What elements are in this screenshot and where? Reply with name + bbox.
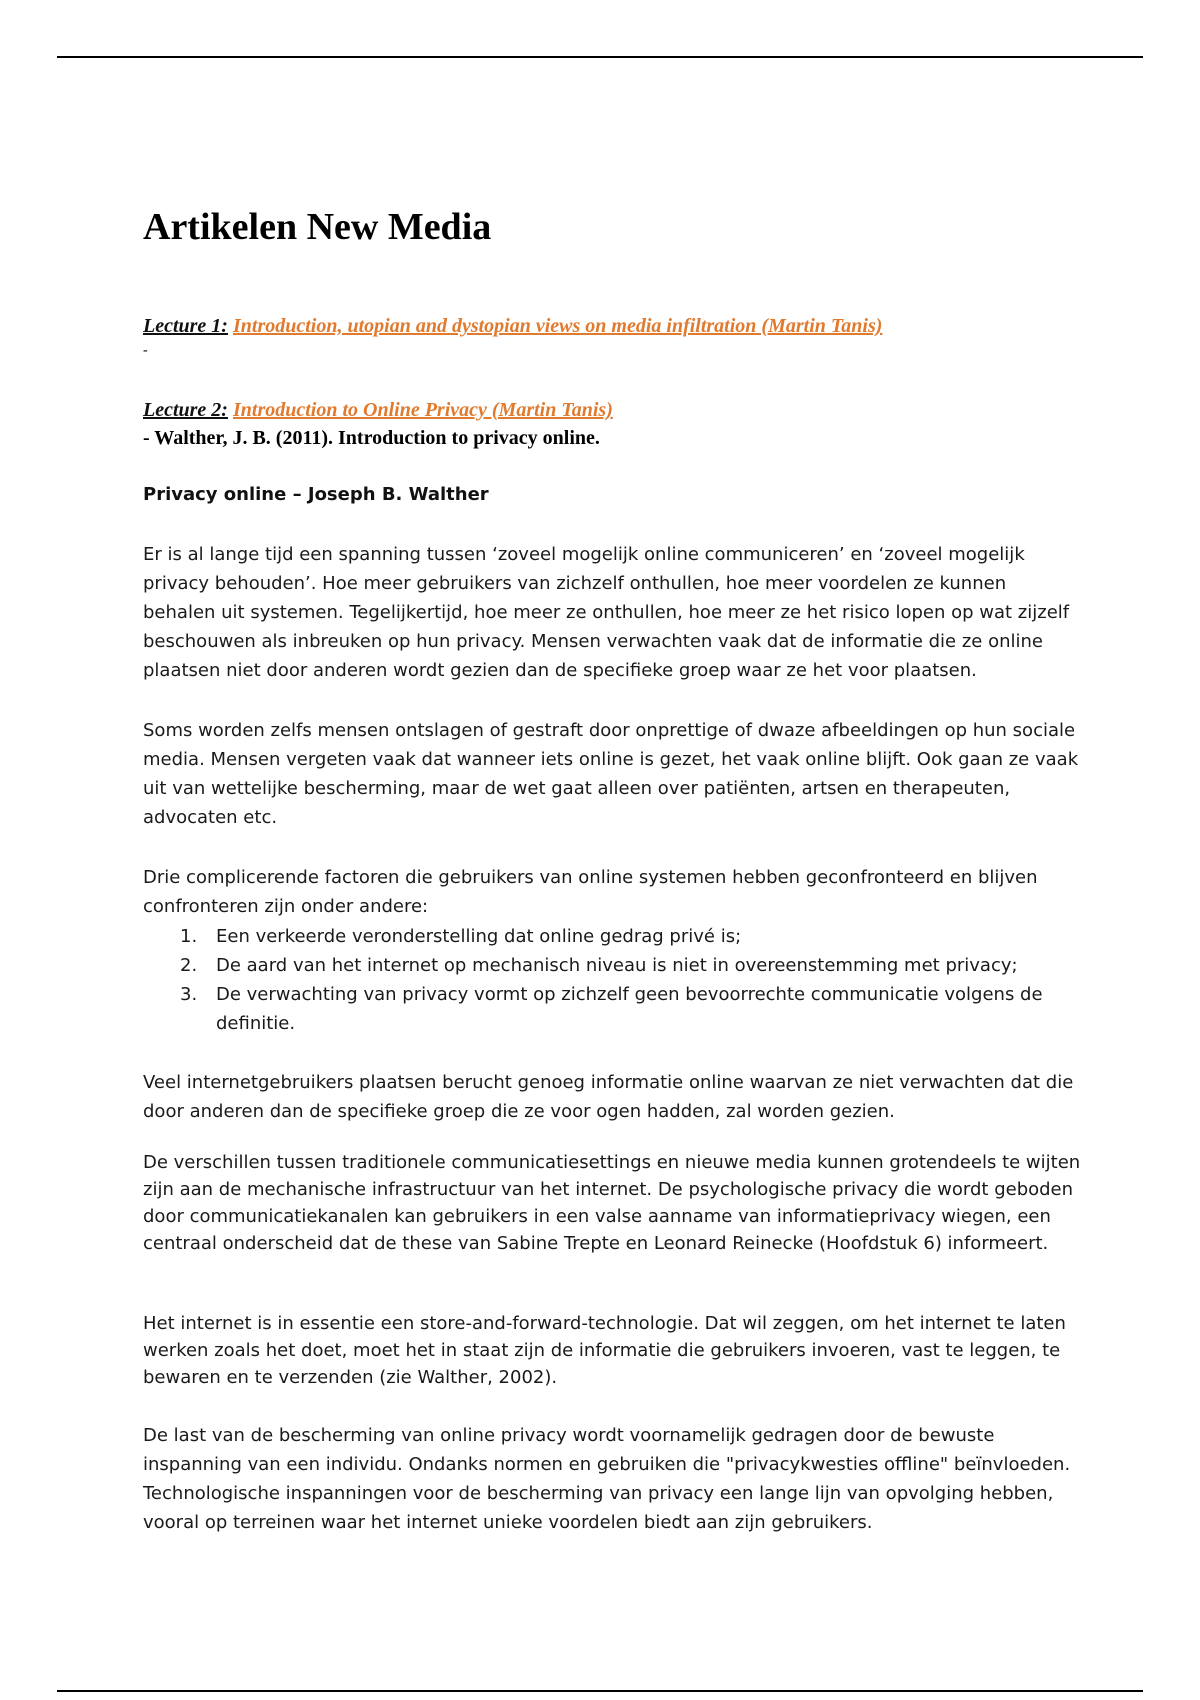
lecture-2-link[interactable]: Introduction to Online Privacy (Martin Tanis) <box>232 399 613 421</box>
paragraph: De last van de bescherming van online privacy wordt voornamelijk gedragen door de bewuste inspanning van een individu. Ondanks normen en gebruiken die "privacykwesties offline" beïnvloeden. Technologische inspanningen voor de bescherming van privacy een lange lijn van opvolging hebben, vooral op terreinen waar het internet unieke voordelen biedt aan zijn gebruikers. <box>143 1425 1071 1533</box>
lecture-2-prefix: Lecture 2: <box>143 399 228 421</box>
paragraph: Het internet is in essentie een store-and-forward-technologie. Dat wil zeggen, om het internet te laten werken zoals het doet, moet het in staat zijn de informatie die gebruikers invoeren, vast te leggen, te bewaren en te verzenden (zie Walther, 2002). <box>143 1313 1066 1388</box>
list-item <box>180 980 1083 1038</box>
paragraph: Drie complicerende factoren die gebruikers van online systemen hebben geconfronteerd en blijven confronteren zijn onder andere: <box>143 867 1038 917</box>
paragraph: De verschillen tussen traditionele communicatiesettings en nieuwe media kunnen grotendeels te wijten zijn aan de mechanische infrastructuur van het internet. De psychologische privacy die wordt geboden door communicatiekanalen kan gebruikers in een valse aanname van informatieprivacy wiegen, een centraal onderscheid dat de these van Sabine Trepte en Leonard Reinecke (Hoofdstuk 6) informeert. <box>143 1152 1081 1254</box>
lecture-2-line <box>143 400 613 420</box>
lecture-2-reading: - Walther, J. B. (2011). Introduction to privacy online. <box>143 427 600 449</box>
list-item-number: 2. <box>180 955 198 976</box>
paragraph: Veel internetgebruikers plaatsen berucht genoeg informatie online waarvan ze niet verwachten dat die door anderen dan de specifieke groep die ze voor ogen hadden, zal worden gezien. <box>143 1072 1074 1122</box>
lecture-1-empty-bullet: - <box>143 343 148 358</box>
list-item-text: De verwachting van privacy vormt op zichzelf geen bevoorrechte communicatie volgens de definitie. <box>216 984 1043 1034</box>
factors-list <box>180 922 1083 1038</box>
section-heading: Privacy online – Joseph B. Walther <box>143 484 489 505</box>
list-item-number: 1. <box>180 926 198 947</box>
page-top-rule <box>57 56 1143 58</box>
list-item-text: De aard van het internet op mechanisch niveau is niet in overeenstemming met privacy; <box>216 955 1018 976</box>
paragraph: Er is al lange tijd een spanning tussen ‘zoveel mogelijk online communiceren’ en ‘zoveel mogelijk privacy behouden’. Hoe meer gebruikers van zichzelf onthullen, hoe meer voordelen ze kunnen behalen uit systemen. Tegelijkertijd, hoe meer ze onthullen, hoe meer ze het risico lopen op wat zijzelf beschouwen als inbreuken op hun privacy. Mensen verwachten vaak dat de informatie die ze online plaatsen niet door anderen wordt gezien dan de specifieke groep waar ze het voor plaatsen. <box>143 544 1070 681</box>
list-item <box>180 951 1083 980</box>
list-item-number: 3. <box>180 984 198 1005</box>
list-item <box>180 922 1083 951</box>
list-item-text: Een verkeerde veronderstelling dat online gedrag privé is; <box>216 926 742 947</box>
lecture-1-link[interactable]: Introduction, utopian and dystopian views on media infiltration (Martin Tanis) <box>232 315 883 337</box>
lecture-1-prefix: Lecture 1: <box>143 315 228 337</box>
document-title: Artikelen New Media <box>143 206 492 248</box>
paragraph: Soms worden zelfs mensen ontslagen of gestraft door onprettige of dwaze afbeeldingen op hun sociale media. Mensen vergeten vaak dat wanneer iets online is gezet, het vaak online blijft. Ook gaan ze vaak uit van wettelijke bescherming, maar de wet gaat alleen over patiënten, artsen en therapeuten, advocaten etc. <box>143 720 1079 828</box>
page-bottom-rule <box>57 1690 1143 1692</box>
lecture-1-line <box>143 316 882 336</box>
